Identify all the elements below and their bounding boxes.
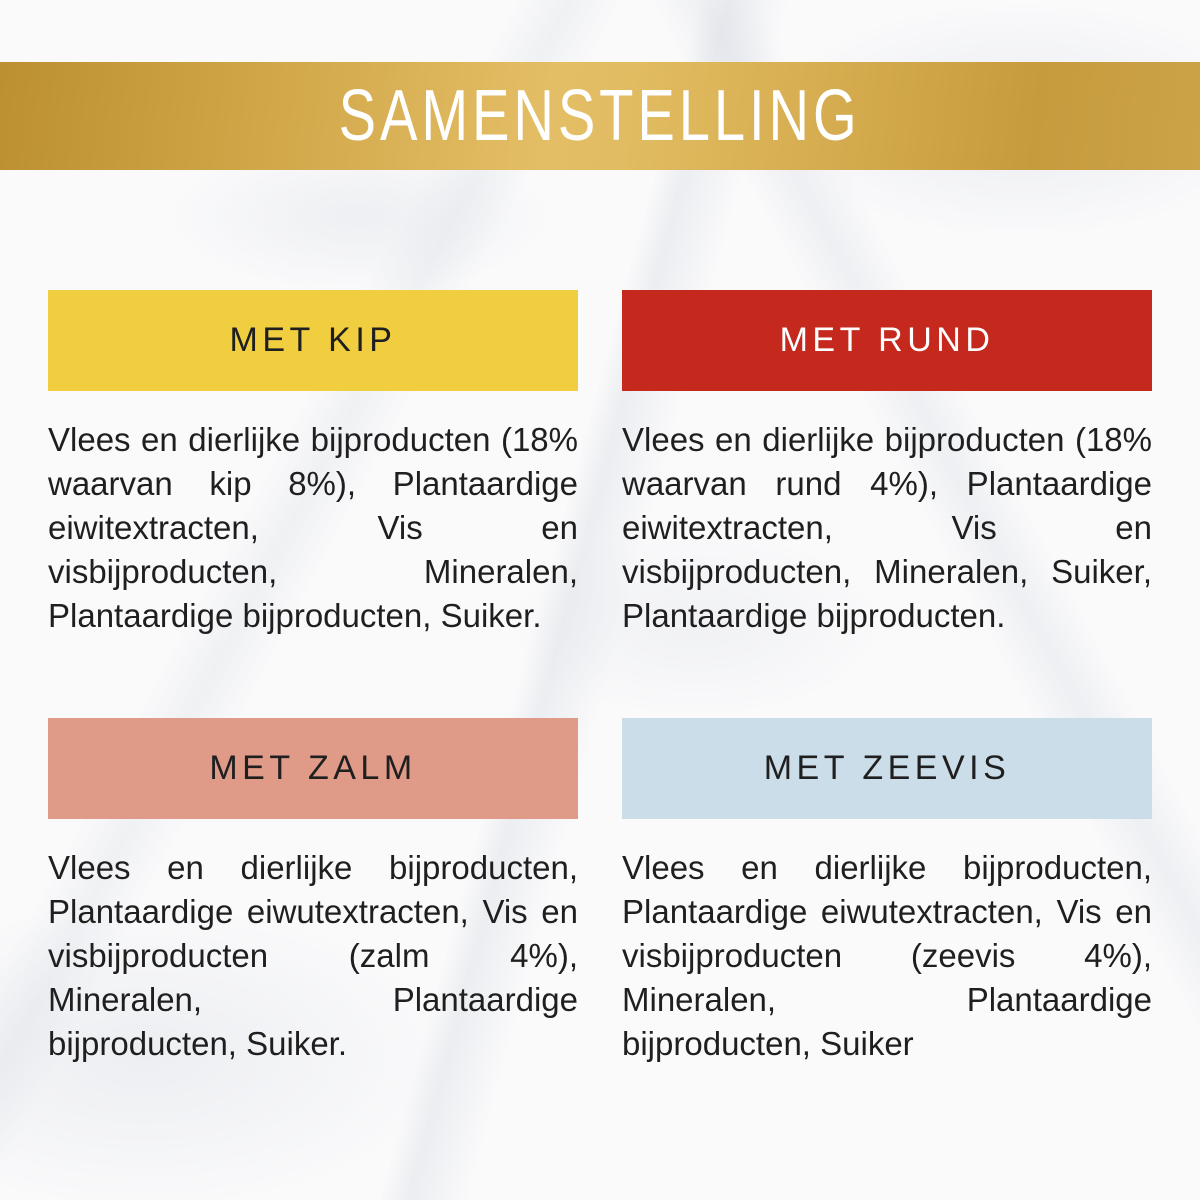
- banner: [0, 62, 1200, 170]
- section-header-zeevis: [622, 718, 1152, 819]
- section-header-zeevis-label: MET ZEEVIS: [763, 749, 1011, 787]
- section-body-zalm: Vlees en dierlijke bijproducten, Plantaardige eiwutextracten, Vis en visbijproducten (zalm 4%), Mineralen, Plantaardige bijproducten, Suiker.: [48, 849, 578, 1062]
- section-header-kip: [48, 290, 578, 391]
- section-header-kip-label: MET KIP: [229, 321, 397, 359]
- section-kip: [48, 290, 578, 638]
- section-zeevis: [622, 718, 1152, 1066]
- section-body-rund: Vlees en dierlijke bijproducten (18% waarvan rund 4%), Plantaardige eiwitextracten, Vis en visbijproducten, Mineralen, Suiker, Plantaardige bijproducten.: [622, 421, 1152, 634]
- section-body-zeevis: Vlees en dierlijke bijproducten, Plantaardige eiwutextracten, Vis en visbijproducten (zeevis 4%), Mineralen, Plantaardige bijproducten, Suiker: [622, 849, 1152, 1062]
- section-body-kip: Vlees en dierlijke bijproducten (18% waarvan kip 8%), Plantaardige eiwitextracten, Vis en visbijproducten, Mineralen, Plantaardige bijproducten, Suiker.: [48, 421, 578, 634]
- page-title: SAMENSTELLING: [339, 76, 861, 156]
- section-zalm: [48, 718, 578, 1066]
- section-rund: [622, 290, 1152, 638]
- section-header-rund: [622, 290, 1152, 391]
- section-header-rund-label: MET RUND: [779, 321, 995, 359]
- section-header-zalm: [48, 718, 578, 819]
- section-header-zalm-label: MET ZALM: [209, 749, 417, 787]
